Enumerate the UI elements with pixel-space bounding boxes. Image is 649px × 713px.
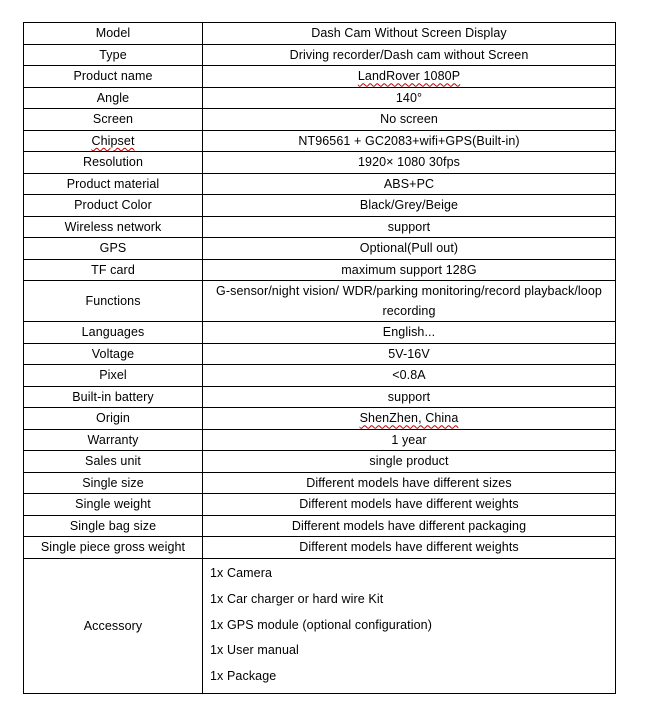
- spec-value: single product: [203, 451, 616, 473]
- spec-label: Angle: [24, 87, 203, 109]
- spec-row-chipset: [24, 130, 616, 152]
- spec-value: support: [203, 386, 616, 408]
- spec-row-origin: [24, 408, 616, 430]
- spec-row-product-color: [24, 195, 616, 217]
- spec-row-voltage: [24, 343, 616, 365]
- spec-value: 1920× 1080 30fps: [203, 152, 616, 174]
- spec-value: support: [203, 216, 616, 238]
- spec-row-single-bag-size: [24, 515, 616, 537]
- spec-row-screen: [24, 109, 616, 131]
- spec-value: <0.8A: [203, 365, 616, 387]
- spec-value: [203, 408, 616, 430]
- spec-row-sales-unit: [24, 451, 616, 473]
- spec-value: Black/Grey/Beige: [203, 195, 616, 217]
- spec-row-product-material: [24, 173, 616, 195]
- spec-label: Product name: [24, 66, 203, 88]
- spec-value: maximum support 128G: [203, 259, 616, 281]
- spec-label: Sales unit: [24, 451, 203, 473]
- spec-label: [24, 130, 203, 152]
- spec-label: Type: [24, 44, 203, 66]
- spec-label: Pixel: [24, 365, 203, 387]
- spec-row-functions: [24, 281, 616, 322]
- spec-label: Origin: [24, 408, 203, 430]
- spec-label: Built-in battery: [24, 386, 203, 408]
- spec-value: NT96561 + GC2083+wifi+GPS(Built-in): [203, 130, 616, 152]
- spec-value: 1 year: [203, 429, 616, 451]
- spec-label: Warranty: [24, 429, 203, 451]
- accessory-item: 1x Camera: [210, 566, 273, 580]
- spec-label: Accessory: [24, 558, 203, 693]
- spec-row-languages: [24, 322, 616, 344]
- accessory-item: 1x Car charger or hard wire Kit: [210, 591, 384, 606]
- spec-label: Resolution: [24, 152, 203, 174]
- spec-value: Different models have different sizes: [203, 472, 616, 494]
- spec-value: [203, 66, 616, 88]
- spec-value: 140°: [203, 87, 616, 109]
- spec-label: Single size: [24, 472, 203, 494]
- spellcheck-text: ShenZhen, China: [359, 411, 459, 426]
- spec-value: English...: [203, 322, 616, 344]
- spec-label: Single weight: [24, 494, 203, 516]
- spec-row-resolution: [24, 152, 616, 174]
- spec-label: Model: [24, 23, 203, 45]
- spec-value: ABS+PC: [203, 173, 616, 195]
- spec-row-pixel: [24, 365, 616, 387]
- spec-table: [23, 22, 616, 694]
- spec-row-angle: [24, 87, 616, 109]
- spec-value: G-sensor/night vision/ WDR/parking monitoring/record playback/loop recording: [203, 281, 616, 322]
- accessory-item: 1x GPS module (optional configuration): [210, 617, 432, 632]
- spec-label: Voltage: [24, 343, 203, 365]
- spec-value: Different models have different weights: [203, 494, 616, 516]
- spec-row-wireless-network: [24, 216, 616, 238]
- spec-label: Functions: [24, 281, 203, 322]
- spec-row-built-in-battery: [24, 386, 616, 408]
- spec-value: Different models have different weights: [203, 537, 616, 559]
- spec-label: Screen: [24, 109, 203, 131]
- spec-label: Single piece gross weight: [24, 537, 203, 559]
- accessory-item: 1x Package: [210, 669, 277, 684]
- spec-row-gps: [24, 238, 616, 260]
- spec-row-tf-card: [24, 259, 616, 281]
- spellcheck-text: LandRover 1080P: [357, 69, 461, 84]
- spec-label: Wireless network: [24, 216, 203, 238]
- spec-value: Optional(Pull out): [203, 238, 616, 260]
- accessory-item: 1x User manual: [210, 643, 299, 658]
- spec-row-type: [24, 44, 616, 66]
- spec-row-single-weight: [24, 494, 616, 516]
- spec-row-single-piece-gross-weight: [24, 537, 616, 559]
- accessory-list: [203, 558, 616, 693]
- spec-label: Languages: [24, 322, 203, 344]
- spec-row-product-name: [24, 66, 616, 88]
- spec-row-model: [24, 23, 616, 45]
- spec-label: TF card: [24, 259, 203, 281]
- spec-row-warranty: [24, 429, 616, 451]
- spec-value: Dash Cam Without Screen Display: [203, 23, 616, 45]
- spec-value: No screen: [203, 109, 616, 131]
- spec-value: Driving recorder/Dash cam without Screen: [203, 44, 616, 66]
- spec-label: Product material: [24, 173, 203, 195]
- spec-label: GPS: [24, 238, 203, 260]
- spec-label: Single bag size: [24, 515, 203, 537]
- spec-row-single-size: [24, 472, 616, 494]
- spec-row-accessory: [24, 558, 616, 693]
- spec-value: Different models have different packaging: [203, 515, 616, 537]
- spellcheck-text: Chipset: [91, 133, 135, 148]
- spec-value: 5V-16V: [203, 343, 616, 365]
- spec-label: Product Color: [24, 195, 203, 217]
